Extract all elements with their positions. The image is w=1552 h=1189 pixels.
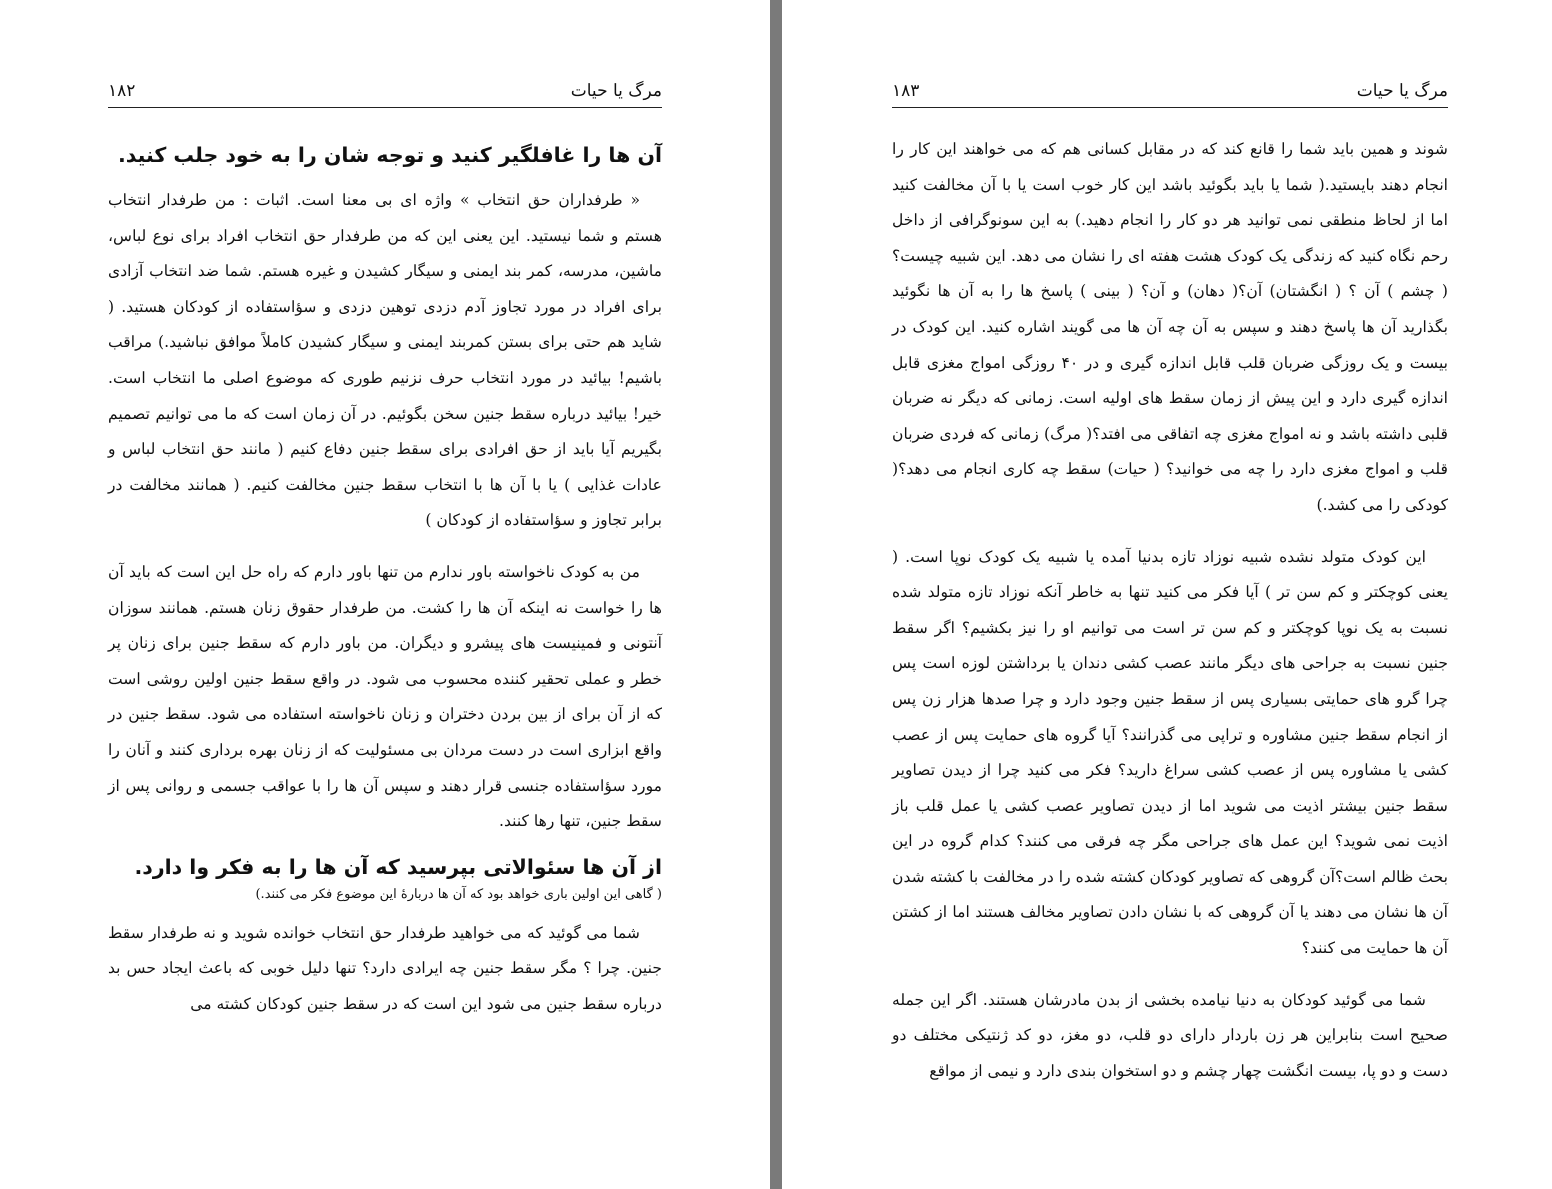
book-gutter (770, 0, 782, 1189)
paragraph: شوند و همین باید شما را قانع کند که در مقابل کسانی هم که می خواهند این کار را انجام دهند بایستید.( شما یا باید بگوئید باشد این کار خوب است یا با آن مخالفت کنید اما از لحاظ منطقی نمی توانید هر دو کار را انجام دهید.) به این سونوگرافی از داخل رحم نگاه کنید که زندگی یک کودک هشت هفته ای را نشان می دهد. این شبیه چیست؟ ( چشم ) آن ؟ ( انگشتان) آن؟( دهان) و آن؟ ( بینی ) پاسخ ها را به آن ها نگوئید بگذارید آن ها پاسخ دهند و سپس به آن چه آن ها می گویند اشاره کنید. این کودک در بیست و یک روزگی ضربان قلب قابل اندازه گیری و در ۴۰ روزگی امواج مغزی قابل اندازه گیری دارد و این پیش از زمان سقط های اولیه است. زمانی که دیگر نه ضربان قلبی داشته باشد و نه امواج مغزی چه اتفاقی می افتد؟( مرگ) زمانی که فردی ضربان قلب و امواج مغزی دارد را چه می خوانید؟ ( حیات) سقط چه کاری انجام می دهد؟( کودکی را می کشد.) (892, 140, 1448, 514)
page-header (108, 70, 662, 108)
paragraph: « طرفداران حق انتخاب » واژه ای بی معنا است. اثبات : من طرفدار انتخاب هستم و شما نیستید. این یعنی این که من طرفدار حق انتخاب افراد برای نوع لباس، ماشین، مدرسه، کمر بند ایمنی و سیگار کشیدن و غیره هستم. شما ضد انتخاب آزادی برای افراد در مورد تجاوز آدم دزدی توهین دزدی و سؤاستفاده از کودکان هستید. ( شاید هم حتی برای بستن کمربند ایمنی و سیگار کشیدن کاملاً موافق نباشید.) مراقب باشیم! بیائید در مورد انتخاب حرف نزنیم طوری که موضوع اصلی ما انتخاب است. خیر! بیائید درباره سقط جنین سخن بگوئیم. در آن زمان است که ما می توانیم تصمیم بگیریم آیا باید از حق افرادی برای سقط جنین دفاع کنیم ( مانند حق انتخاب لباس و عادات غذایی ) یا با آن ها با انتخاب سقط جنین مخالفت کنیم. ( همانند مخالفت در برابر تجاوز و سؤاستفاده از کودکان ) (108, 191, 663, 530)
running-title: مرگ یا حیات (1356, 81, 1448, 101)
section-heading: از آن ها سئوالاتی بپرسید که آن ها را به فکر وا دارد. (134, 854, 662, 879)
paragraph: این کودک متولد نشده شبیه نوزاد تازه بدنیا آمده یا شبیه یک کودک نوپا است. ( یعنی کوچکتر و کم سن تر ) آیا فکر می کنید تنها به خاطر آنکه نوزاد تازه متولد شده نسبت به یک نوپا کوچکتر و کم سن تر است می توانیم او را نیز بکشیم؟ اگر سقط جنین نسبت به جراحی های دیگر مانند عصب کشی دندان یا برداشتن لوزه است پس چرا گرو های حمایتی بسیاری پس از سقط جنین وجود دارد و چرا صدها هزار زن پس از انجام سقط جنین مشاوره و تراپی می گذرانند؟ آیا گروه های حمایت پس از عصب کشی یا مشاوره پس از عصب کشی سراغ دارید؟ فکر می کنید چرا از دیدن تصاویر سقط جنین بیشتر اذیت می شوید اما از دیدن تصاویر عصب کشی یا عمل قلب باز اذیت نمی شوید؟ این عمل های جراحی مگر چه فرقی می کنند؟ کدام گروه در این بحث ظالم است؟آن گروهی که تصاویر کودکان کشته شده را در مخالفت با کشته شدن آن ها نشان می دهند یا آن گروهی که با نشان دادن تصاویر مخالف هستند اما از کشتن آن ها حمایت می کنند؟ (892, 547, 1448, 958)
heading-note: ( گاهی این اولین باری خواهد بود که آن ها دربارۀ این موضوع فکر می کنند.) (255, 886, 662, 902)
section-heading: آن ها را غافلگیر کنید و توجه شان را به خود جلب کنید. (117, 143, 662, 167)
paragraph: شما می گوئید کودکان به دنیا نیامده بخشی از بدن مادرشان هستند. اگر این جمله صحیح است بنابراین هر زن باردار دارای دو قلب، دو مغز، دو کد ژنتیکی مختلف دو دست و دو پا، بیست انگشت چهار چشم و دو استخوان بندی دارد و نیمی از مواقع (892, 990, 1448, 1080)
page-header (892, 70, 1448, 108)
right-page (782, 0, 1552, 1189)
page-number: ۱۸۲ (108, 81, 136, 101)
paragraph: شما می گوئید که می خواهید طرفدار حق انتخاب خوانده شوید و نه طرفدار سقط جنین. چرا ؟ مگر سقط جنین چه ایرادی دارد؟ تنها دلیل خوبی که باعث ایجاد حس بد درباره سقط جنین می شود این است که در سقط جنین کودکان کشته می (108, 923, 662, 1013)
left-page (0, 0, 770, 1189)
paragraph: من به کودک ناخواسته باور ندارم من تنها باور دارم که راه حل این است که باید آن ها را خواست نه اینکه آن ها را کشت. من طرفدار حقوق زنان هستم. همانند سوزان آنتونی و فمینیست های پیشرو و دیگران. من باور دارم که سقط جنین برای زنان پر خطر و عملی تحقیر کننده محسوب می شود. در واقع سقط جنین اولین روشی است که از آن برای از بین بردن دختران و زنان ناخواسته استفاده می شود. سقط جنین در واقع ابزاری است در دست مردان بی مسئولیت که از زنان بهره برداری کنند و آنان را مورد سؤاستفاده جنسی قرار دهند و سپس آن ها را با عواقب جسمی و روانی پس از سقط جنین، تنها رها کنند. (108, 562, 662, 831)
page-body (892, 132, 1448, 1089)
page-number: ۱۸۳ (892, 81, 920, 101)
running-title: مرگ یا حیات (570, 81, 662, 101)
page-body (108, 135, 662, 1022)
